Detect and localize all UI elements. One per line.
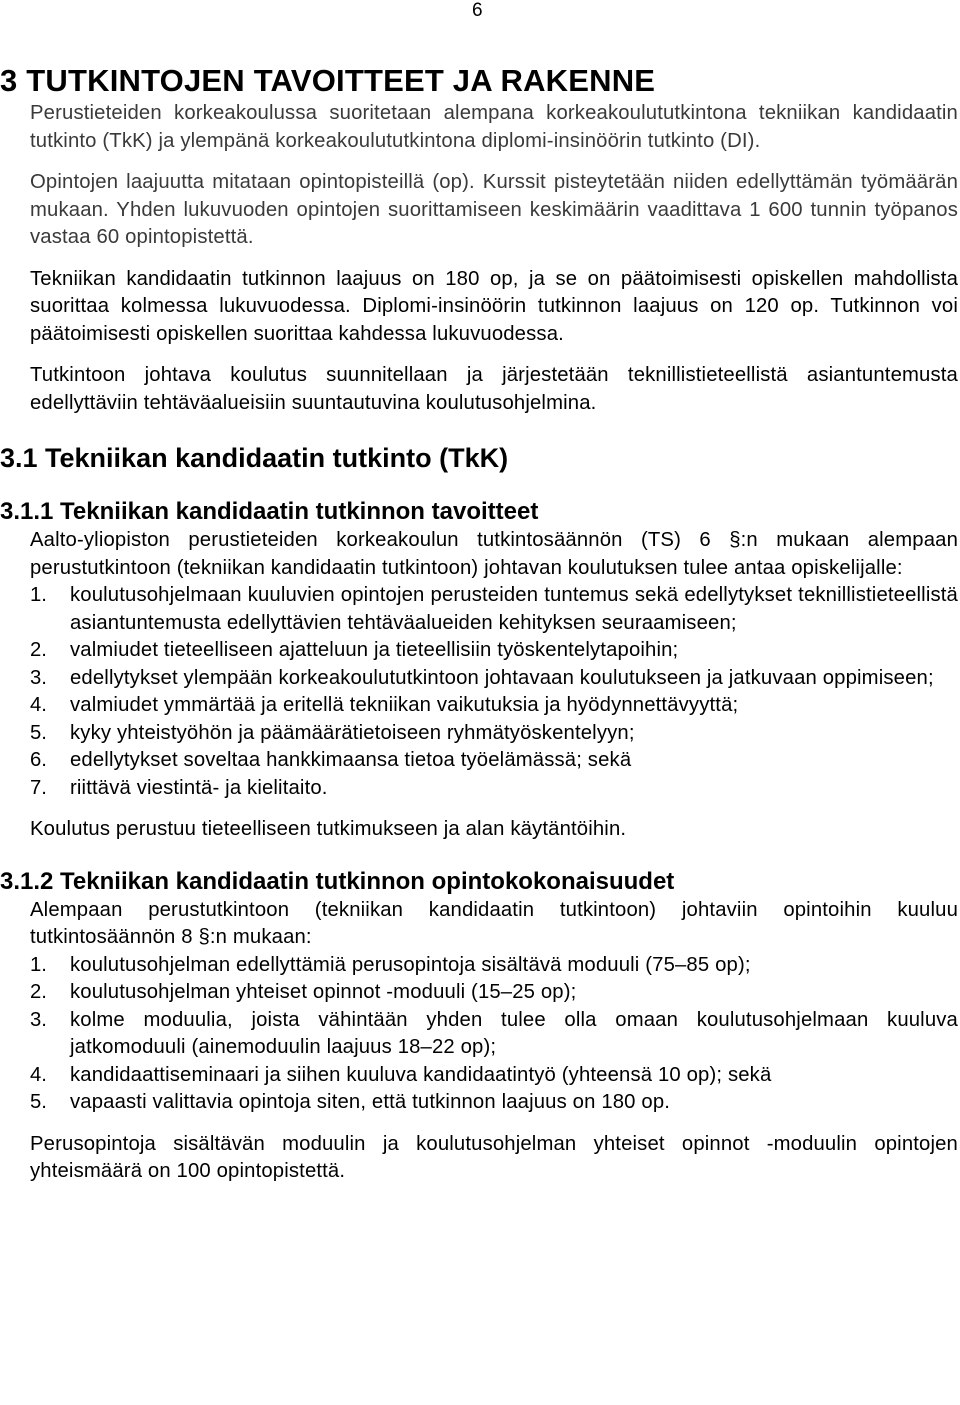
- section-3-1-1-heading: 3.1.1 Tekniikan kandidaatin tutkinnon tavoitteet: [0, 498, 539, 525]
- list-item: 6. edellytykset soveltaa hankkimaansa tietoa työelämässä; sekä: [30, 749, 632, 771]
- list-item: 2. valmiudet tieteelliseen ajatteluun ja tieteellisiin työskentelytapoihin;: [30, 639, 679, 661]
- list-item: 2. koulutusohjelman yhteiset opinnot -moduuli (15–25 op);: [30, 981, 577, 1003]
- objectives-list: [30, 582, 958, 802]
- list-item: 3. edellytykset ylempään korkeakoulututkintoon johtavaan koulutukseen ja jatkuvaan oppimiseen;: [30, 666, 934, 689]
- section-3-1-1-closing: Koulutus perustuu tieteelliseen tutkimukseen ja alan käytäntöihin.: [30, 818, 627, 840]
- modules-list: [30, 952, 958, 1117]
- list-item: 3. kolme moduulia, joista vähintään yhden tulee olla omaan koulutusohjelmaan kuuluva jatkomoduuli (ainemoduulin laajuus 18–22 op);: [30, 1008, 958, 1058]
- section-3-intro: [30, 100, 958, 252]
- paragraph-credits: Opintojen laajuutta mitataan opintopisteillä (op). Kurssit pisteytetään niiden edellyttämän työmäärän mukaan. Yhden lukuvuoden opintojen suorittamiseen keskimäärin vaadittava 1 600 tunnin työpanos vastaa 60 opintopistettä.: [30, 171, 958, 248]
- list-item: 5. kyky yhteistyöhön ja päämäärätietoiseen ryhmätyöskentelyyn;: [30, 721, 635, 744]
- section-3-1-heading: 3.1 Tekniikan kandidaatin tutkinto (TkK): [0, 443, 509, 473]
- document-body: [0, 62, 958, 1186]
- section-3-1-1-intro: Aalto-yliopiston perustieteiden korkeakoulun tutkintosäännön (TS) 6 §:n mukaan alempaan perustutkintoon (tekniikan kandidaatin tutkintoon) johtavan koulutuksen tulee antaa opiskelijalle:: [30, 529, 958, 579]
- section-3-1-2-heading: 3.1.2 Tekniikan kandidaatin tutkinnon opintokokonaisuudet: [0, 867, 675, 895]
- section-3-heading: 3 TUTKINTOJEN TAVOITTEET JA RAKENNE: [0, 63, 656, 98]
- page-number: 6: [472, 0, 483, 21]
- paragraph-degrees: Perustieteiden korkeakoulussa suoritetaan alempana korkeakoulututkintona tekniikan kandidaatin tutkinto (TkK) ja ylempänä korkeakoulututkintona diplomi-insinöörin tutkinto (DI).: [30, 102, 958, 152]
- list-item: 1. koulutusohjelman edellyttämiä perusopintoja sisältävä moduuli (75–85 op);: [30, 953, 751, 976]
- paragraph-programmes: Tutkintoon johtava koulutus suunnitellaan ja järjestetään teknillistieteellistä asiantuntemusta edellyttäviin tehtäväalueisiin suuntautuvina koulutusohjelmina.: [30, 364, 958, 414]
- section-3-1-2-intro: Alempaan perustutkintoon (tekniikan kandidaatin tutkintoon) johtaviin opintoihin kuuluu tutkintosäännön 8 §:n mukaan:: [30, 898, 958, 948]
- paragraph-scope: Tekniikan kandidaatin tutkinnon laajuus on 180 op, ja se on päätoimisesti opiskellen mahdollista suorittaa kolmessa lukuvuodessa. Diplomi-insinöörin tutkinnon laajuus on 120 op. Tutkinnon voi päätoimisesti opiskellen suorittaa kahdessa lukuvuodessa.: [30, 267, 958, 345]
- list-item: 5. vapaasti valittavia opintoja siten, että tutkinnon laajuus on 180 op.: [30, 1091, 671, 1113]
- list-item: 4. valmiudet ymmärtää ja eritellä tekniikan vaikutuksia ja hyödynnettävyyttä;: [30, 694, 739, 716]
- section-3-1-2-closing: Perusopintoja sisältävän moduulin ja koulutusohjelman yhteiset opinnot -moduulin opintojen yhteismäärä on 100 opintopistettä.: [30, 1132, 958, 1182]
- list-item: 4. kandidaattiseminaari ja siihen kuuluva kandidaatintyö (yhteensä 10 op); sekä: [30, 1063, 772, 1086]
- list-item: 1. koulutusohjelmaan kuuluvien opintojen perusteiden tuntemus sekä edellytykset teknillistieteellistä asiantuntemusta edellyttävien tehtäväalueiden kehityksen seuraamiseen;: [30, 584, 958, 634]
- list-item: 7. riittävä viestintä- ja kielitaito.: [30, 776, 328, 799]
